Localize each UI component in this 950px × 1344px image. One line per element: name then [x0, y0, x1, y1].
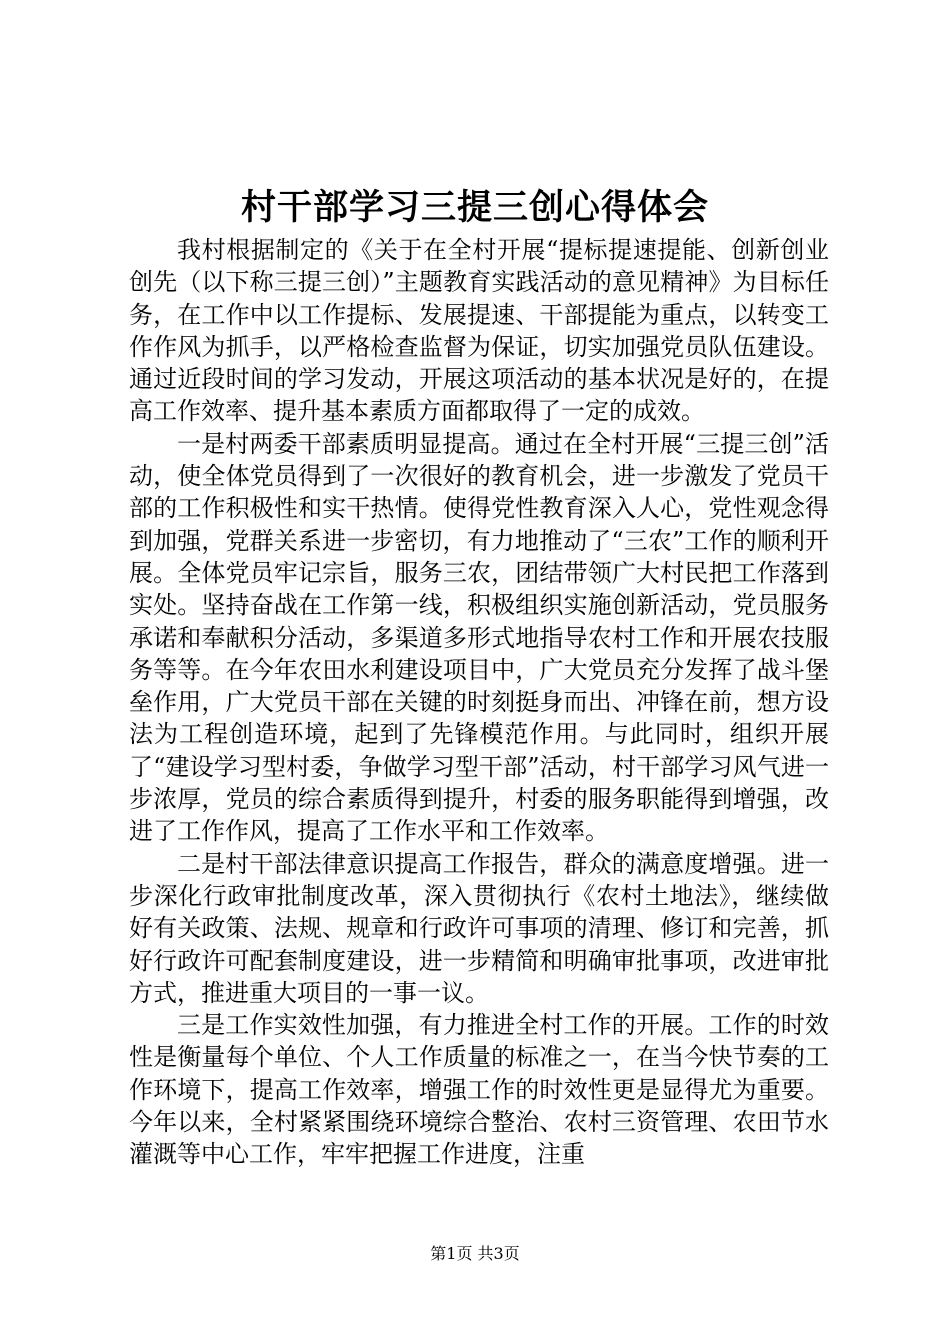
page-footer: 第1页 共3页 — [430, 1244, 520, 1263]
paragraph-point-two: 二是村干部法律意识提高工作报告，群众的满意度增强。进一步深化行政审批制度改革，深入贯彻执行《农村土地法》，继续做好有关政策、法规、规章和行政许可事项的清理、修订和完善，抓好行政许可配套制度建设，进一步精简和明确审批事项，改进审批方式，推进重大项目的一事一议。 — [129, 849, 829, 1007]
paragraph-point-one: 一是村两委干部素质明显提高。通过在全村开展“三提三创”活动，使全体党员得到了一次很好的教育机会，进一步激发了党员干部的工作积极性和实干热情。使得党性教育深入人心，党性观念得到加强，党群关系进一步密切，有力地推动了“三农”工作的顺利开展。全体党员牢记宗旨，服务三农，团结带领广大村民把工作落到实处。坚持奋战在工作第一线，积极组织实施创新活动，党员服务承诺和奉献积分活动，多渠道多形式地指导农村工作和开展农技服务等等。在今年农田水利建设项目中，广大党员充分发挥了战斗堡垒作用，广大党员干部在关键的时刻挺身而出、冲锋在前，想方设法为工程创造环境，起到了先锋模范作用。与此同时，组织开展了“建设学习型村委，争做学习型干部”活动，村干部学习风气进一步浓厚，党员的综合素质得到提升，村委的服务职能得到增强，改进了工作作风，提高了工作水平和工作效率。 — [129, 429, 829, 846]
document-body — [129, 234, 829, 1171]
document-title: 村干部学习三提三创心得体会 — [240, 187, 709, 228]
paragraph-intro: 我村根据制定的《关于在全村开展“提标提速提能、创新创业创先（以下称三提三创）”主题教育实践活动的意见精神》为目标任务，在工作中以工作提标、发展提速、干部提能为重点，以转变工作作风为抓手，以严格检查监督为保证，切实加强党员队伍建设。通过近段时间的学习发动，开展这项活动的基本状况是好的，在提高工作效率、提升基本素质方面都取得了一定的成效。 — [129, 236, 829, 426]
paragraph-point-three: 三是工作实效性加强，有力推进全村工作的开展。工作的时效性是衡量每个单位、个人工作质量的标准之一，在当今快节奏的工作环境下，提高工作效率，增强工作的时效性更是显得尤为重要。今年以来，全村紧紧围绕环境综合整治、农村三资管理、农田节水灌溉等中心工作，牢牢把握工作进度，注重 — [129, 1011, 829, 1169]
